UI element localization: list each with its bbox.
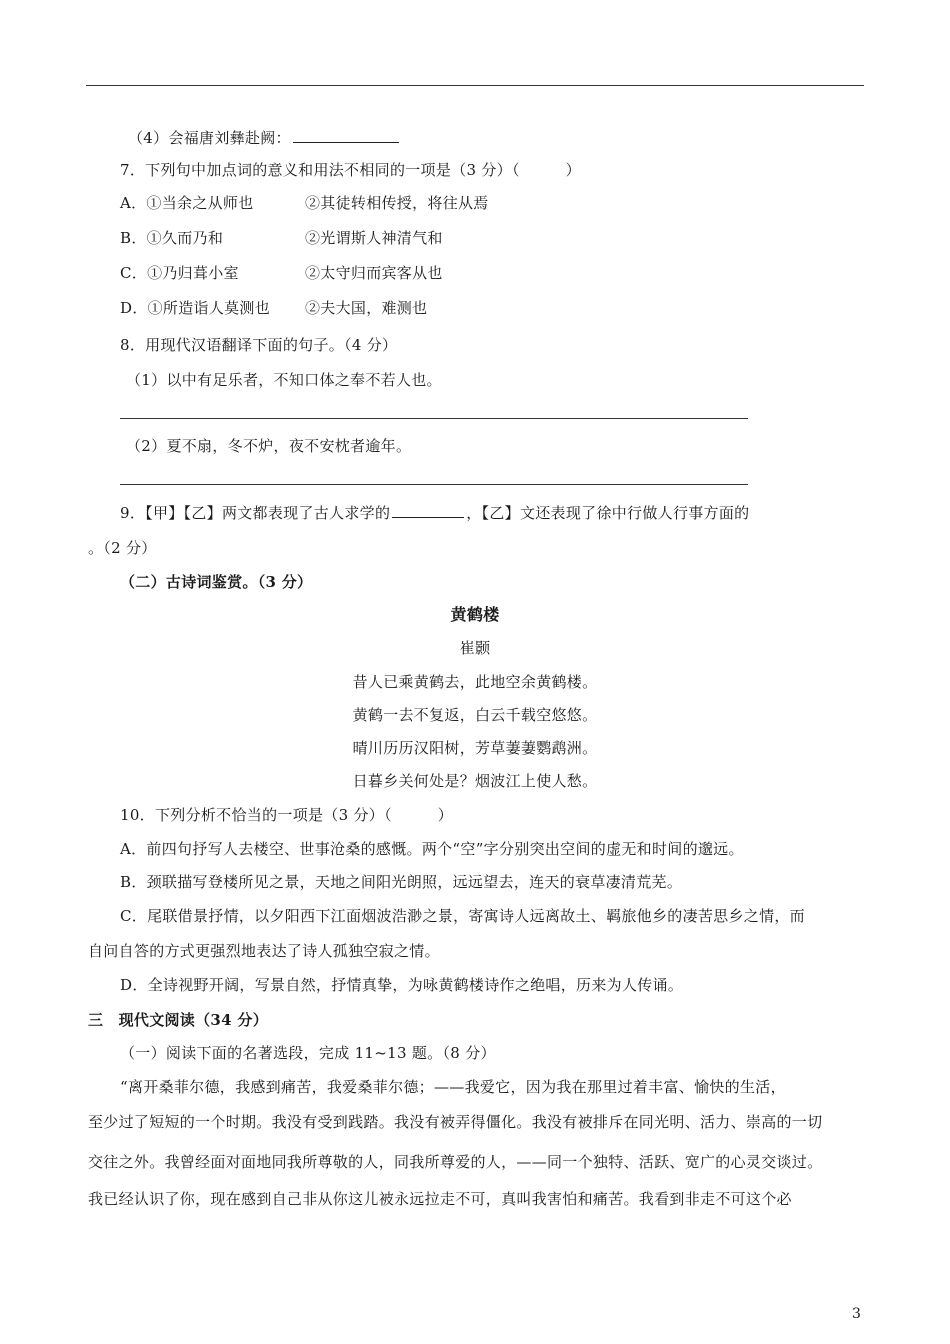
q8-sentence-2: （2）夏不扇，冬不炉，夜不安枕者逾年。 (126, 437, 412, 455)
answer-blank (392, 502, 464, 518)
q9-text-2: ，【乙】文还表现了徐中行做人行事方面的 (466, 504, 750, 522)
q8-answer-line-2 (120, 484, 748, 485)
q7-option-c: C．①乃归葺小室 (120, 264, 239, 282)
q8-stem: 8．用现代汉语翻译下面的句子。（4 分） (120, 336, 398, 354)
q6-item-4-text: （4）会福唐刘彝赴阙： (128, 129, 291, 147)
q10-option-a: A．前四句抒写人去楼空、世事沧桑的感慨。两个“空”字分别突出空间的虚无和时间的邈远。 (120, 840, 744, 858)
q7-option-d: D．①所造诣人莫测也 (120, 299, 271, 317)
q6-item-4 (128, 127, 401, 148)
passage-line-3: 交往之外。我曾经面对面地同我所尊敬的人，同我所尊爱的人，——同一个独特、活跃、宽广的心灵交谈过。 (88, 1153, 823, 1171)
q8-sentence-1: （1）以中有足乐者，不知口体之奉不若人也。 (126, 371, 442, 389)
q10-stem: 10．下列分析不恰当的一项是（3 分）（ ） (120, 806, 454, 824)
poem-line-1: 昔人已乘黄鹤去，此地空余黄鹤楼。 (352, 673, 598, 691)
q9-line (120, 502, 749, 523)
q9-score: 。（2 分） (88, 539, 157, 557)
header-rule (86, 85, 864, 86)
passage-line-4: 我已经认识了你，现在感到自己非从你这儿被永远拉走不可，真叫我害怕和痛苦。我看到非走不可这个必 (88, 1190, 792, 1208)
poem-author: 崔颢 (459, 639, 491, 657)
q7-option-b-second: ②光谓斯人神清气和 (305, 229, 443, 247)
poem-line-4: 日暮乡关何处是？烟波江上使人愁。 (352, 772, 598, 790)
passage-line-2: 至少过了短短的一个时期。我没有受到践踏。我没有被弄得僵化。我没有被排斥在同光明、活力、崇高的一切 (88, 1113, 823, 1131)
q10-option-d: D．全诗视野开阔，写景自然，抒情真挚，为咏黄鹤楼诗作之绝唱，历来为人传诵。 (120, 976, 684, 994)
page-number: 3 (852, 1306, 861, 1322)
q8-answer-line-1 (120, 418, 748, 419)
passage-line-1: “离开桑菲尔德，我感到痛苦，我爱桑菲尔德；——我爱它，因为我在那里过着丰富、愉快的生活， (120, 1078, 786, 1096)
poem-line-2: 黄鹤一去不复返，白云千载空悠悠。 (352, 706, 598, 724)
q7-stem: 7．下列句中加点词的意义和用法不相同的一项是（3 分）（ ） (120, 161, 581, 179)
poem-line-3: 晴川历历汉阳树，芳草萋萋鹦鹉洲。 (352, 739, 598, 757)
q7-option-a-second: ②其徒转相传授，将往从焉 (305, 194, 489, 212)
q7-option-b: B．①久而乃和 (120, 229, 224, 247)
q10-option-c: C．尾联借景抒情，以夕阳西下江面烟波浩渺之景，寄寓诗人远离故土、羁旅他乡的凄苦思乡之情，而 (120, 907, 805, 925)
q10-option-b: B．颈联描写登楼所见之景，天地之间阳光朗照，远远望去，连天的衰草凄清荒芜。 (120, 873, 683, 891)
answer-blank (293, 127, 399, 143)
q7-option-c-second: ②太守归而宾客从也 (305, 264, 443, 282)
q10-option-c-continued: 自问自答的方式更强烈地表达了诗人孤独空寂之情。 (88, 942, 440, 960)
q7-option-a: A．①当余之从师也 (120, 194, 254, 212)
q7-option-d-second: ②夫大国，难测也 (305, 299, 428, 317)
poem-title: 黄鹤楼 (450, 605, 500, 624)
q9-text-1: 9．【甲】【乙】两文都表现了古人求学的 (120, 504, 391, 522)
section-3-subtitle: （一）阅读下面的名著选段，完成 11~13 题。（8 分） (120, 1044, 496, 1062)
section-2-title: （二）古诗词鉴赏。（3 分） (120, 573, 313, 591)
section-3-title: 三 现代文阅读（34 分） (88, 1011, 268, 1029)
